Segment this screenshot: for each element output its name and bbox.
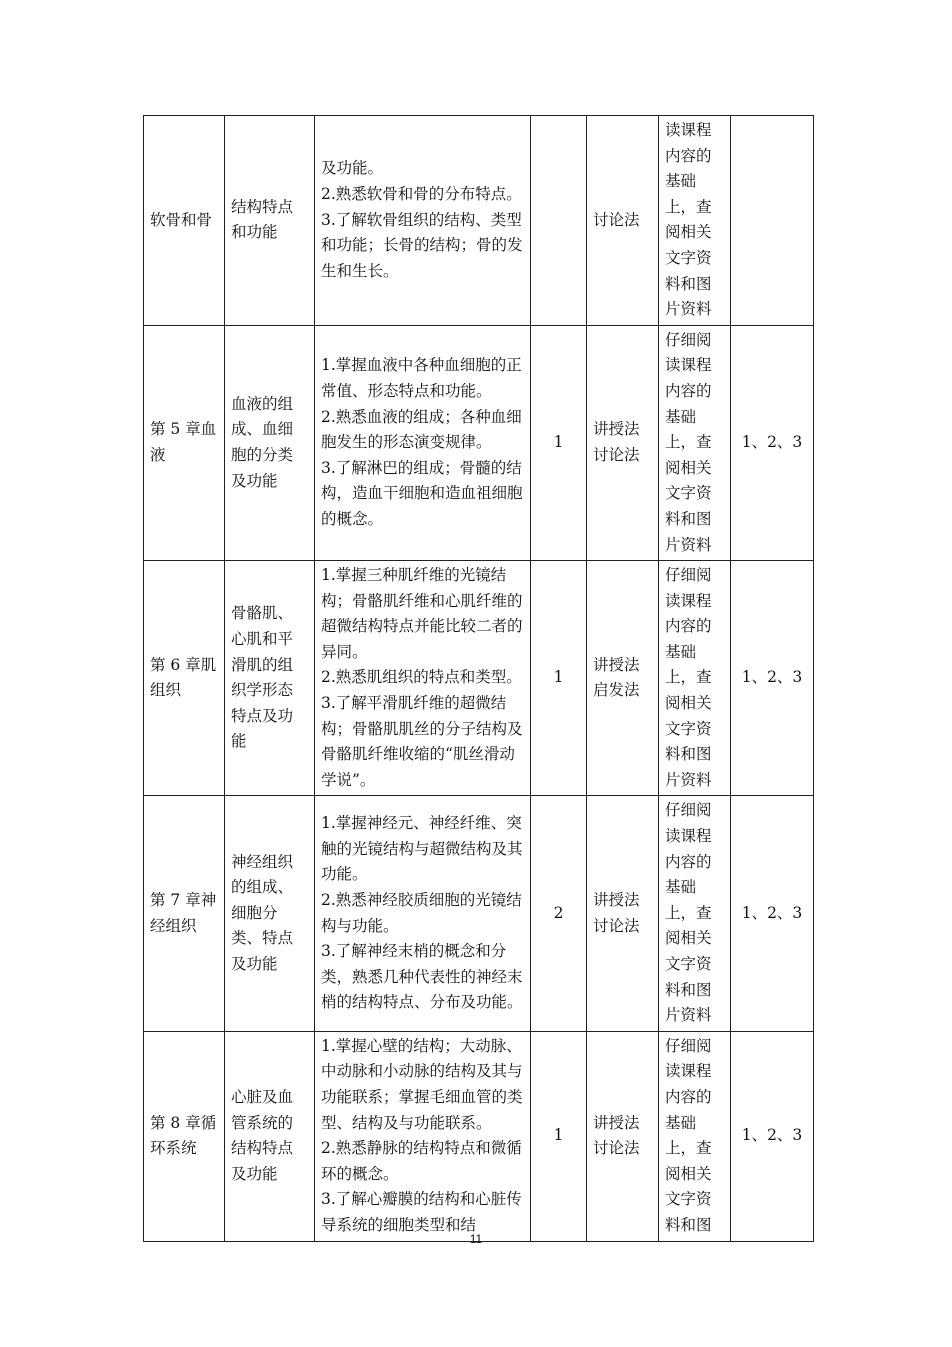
objectives-cell <box>315 1031 531 1241</box>
selfstudy-cell: 仔细阅读课程内容的基础上，查阅相关文字资料和图片资料 <box>659 561 731 796</box>
objective-line: 1.掌握血液中各种血细胞的正常值、形态特点和功能。 <box>321 356 522 400</box>
objective-line: 2.熟悉静脉的结构特点和微循环的概念。 <box>321 1139 522 1183</box>
selfstudy-cell: 仔细阅读课程内容的基础上，查阅相关文字资料和图 <box>659 1031 731 1241</box>
objective-line: 3.了解软骨组织的结构、类型和功能；长骨的结构；骨的发生和生长。 <box>321 210 523 280</box>
objective-line: 1.掌握神经元、神经纤维、突触的光镜结构与超微结构及其功能。 <box>321 814 523 884</box>
objective-line: 3.了解淋巴的组成；骨髓的结构，造血干细胞和造血祖细胞的概念。 <box>321 458 523 528</box>
objective-line: 2.熟悉神经胶质细胞的光镜结构与功能。 <box>321 891 522 935</box>
method-cell: 讲授法启发法 <box>587 561 659 796</box>
refs-cell: 1、2、3 <box>731 325 814 560</box>
table-row <box>144 325 814 560</box>
refs-cell <box>731 116 814 326</box>
objective-line: 3.了解神经末梢的概念和分类，熟悉几种代表性的神经末梢的结构特点、分布及功能。 <box>321 942 523 1012</box>
objective-line: 1.掌握心壁的结构；大动脉、中动脉和小动脉的结构及其与功能联系；掌握毛细血管的类型、结构及与功能联系。 <box>321 1036 523 1132</box>
objective-line: 2.熟悉血液的组成；各种血细胞发生的形态演变规律。 <box>321 407 522 452</box>
hours-cell: 1 <box>531 561 587 796</box>
objectives-cell <box>315 561 531 796</box>
method-cell: 讲授法讨论法 <box>587 1031 659 1241</box>
selfstudy-cell: 仔细阅读课程内容的基础上，查阅相关文字资料和图片资料 <box>659 796 731 1031</box>
objective-line: 及功能。 <box>321 159 384 178</box>
objectives-cell <box>315 325 531 560</box>
chapter-cell: 软骨和骨 <box>144 116 225 326</box>
objective-line: 2.熟悉软骨和骨的分布特点。 <box>321 184 522 203</box>
table-row <box>144 796 814 1031</box>
chapter-cell: 第 8 章循环系统 <box>144 1031 225 1241</box>
hours-cell <box>531 116 587 326</box>
table-row <box>144 1031 814 1241</box>
table-row <box>144 561 814 796</box>
objective-line: 2.熟悉肌组织的特点和类型。 <box>321 668 522 687</box>
objective-line: 3.了解平滑肌纤维的超微结构；骨骼肌肌丝的分子结构及骨骼肌纤维收缩的“肌丝滑动学说”。 <box>321 694 523 789</box>
content-cell: 心脏及血管系统的结构特点及功能 <box>225 1031 315 1241</box>
hours-cell: 1 <box>531 1031 587 1241</box>
chapter-cell: 第 7 章神经组织 <box>144 796 225 1031</box>
hours-cell: 2 <box>531 796 587 1031</box>
chapter-cell: 第 5 章血液 <box>144 325 225 560</box>
refs-cell: 1、2、3 <box>731 1031 814 1241</box>
chapter-cell: 第 6 章肌组织 <box>144 561 225 796</box>
syllabus-table <box>143 115 814 1242</box>
hours-cell: 1 <box>531 325 587 560</box>
objectives-cell <box>315 116 531 326</box>
method-cell: 讲授法讨论法 <box>587 796 659 1031</box>
content-cell: 骨骼肌、心肌和平滑肌的组织学形态特点及功能 <box>225 561 315 796</box>
selfstudy-cell: 仔细阅读课程内容的基础上，查阅相关文字资料和图片资料 <box>659 325 731 560</box>
page-number: 11 <box>469 1232 483 1246</box>
objective-line: 1.掌握三种肌纤维的光镜结构；骨骼肌纤维和心肌纤维的超微结构特点并能比较二者的异同。 <box>321 566 523 661</box>
refs-cell: 1、2、3 <box>731 796 814 1031</box>
method-cell: 讨论法 <box>587 116 659 326</box>
content-cell: 血液的组成、血细胞的分类及功能 <box>225 325 315 560</box>
table-row <box>144 116 814 326</box>
content-cell: 结构特点和功能 <box>225 116 315 326</box>
objective-line: 3.了解心瓣膜的结构和心脏传导系统的细胞类型和结 <box>321 1190 522 1234</box>
content-cell: 神经组织的组成、细胞分类、特点及功能 <box>225 796 315 1031</box>
selfstudy-cell: 读课程内容的基础上，查阅相关文字资料和图片资料 <box>659 116 731 326</box>
refs-cell: 1、2、3 <box>731 561 814 796</box>
objectives-cell <box>315 796 531 1031</box>
method-cell: 讲授法讨论法 <box>587 325 659 560</box>
